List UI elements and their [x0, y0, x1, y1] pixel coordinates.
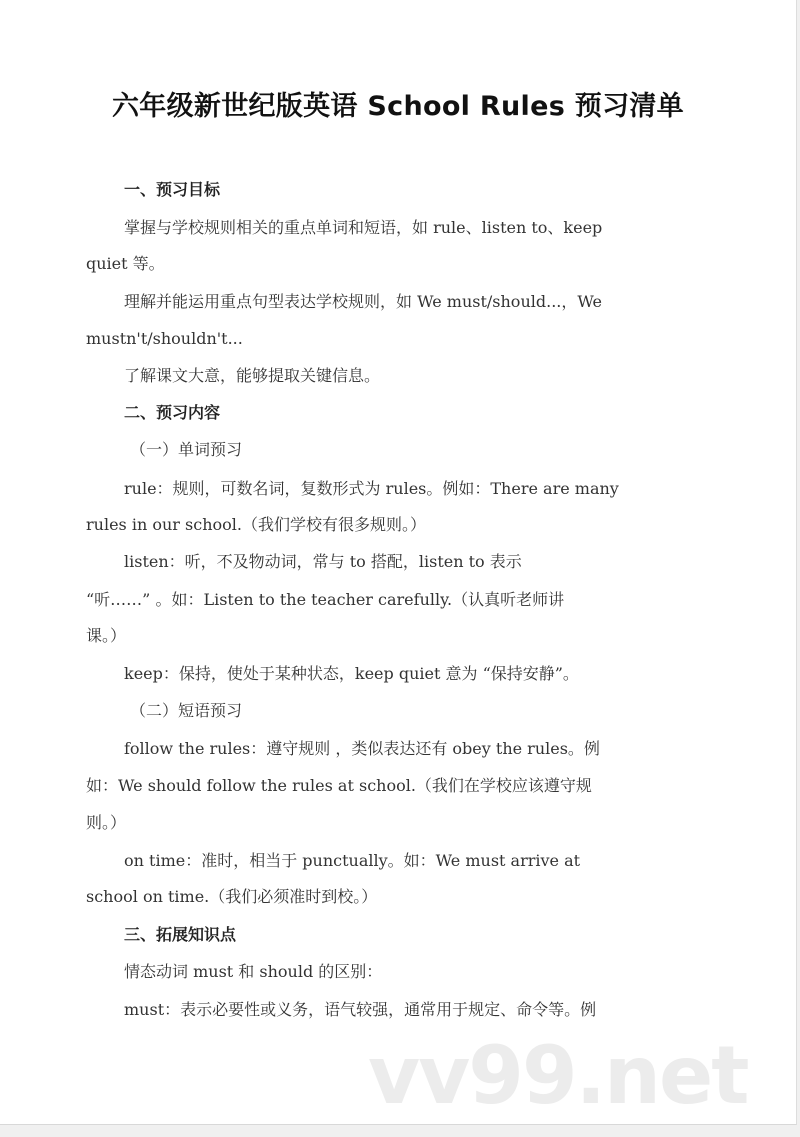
paragraph-line: 掌握与学校规则相关的重点单词和短语，如 rule、listen to、keep	[124, 218, 603, 237]
paragraph-line: 课。）	[86, 626, 127, 645]
paragraph-line: quiet 等。	[86, 254, 165, 273]
paragraph-line: rules in our school.（我们学校有很多规则。）	[86, 515, 426, 534]
paragraph-line: follow the rules：遵守规则 ，类似表达还有 obey the rules。例	[124, 739, 600, 758]
paragraph-line: school on time.（我们必须准时到校。）	[86, 887, 378, 906]
paragraph-line: 则。）	[86, 813, 127, 832]
paragraph-line: must：表示必要性或义务，语气较强，通常用于规定、命令等。例	[124, 1000, 597, 1019]
subsection-heading-phrases: （二）短语预习	[130, 701, 243, 720]
paragraph-line: 情态动词 must 和 should 的区别：	[124, 962, 383, 981]
watermark: vv99.net	[368, 1029, 748, 1122]
subsection-heading-words: （一）单词预习	[130, 440, 243, 459]
section-heading-goals: 一、预习目标	[124, 180, 221, 199]
paragraph-line: 如：We should follow the rules at school.（我们在学校应该遵守规	[86, 776, 592, 795]
paragraph-line: mustn't/shouldn't...	[86, 329, 243, 348]
paragraph-line: listen：听，不及物动词，常与 to 搭配，listen to 表示	[124, 552, 522, 571]
paragraph-line: 理解并能运用重点句型表达学校规则，如 We must/should...，We	[124, 292, 602, 311]
section-heading-extension: 三、拓展知识点	[124, 925, 237, 944]
paragraph-line: rule：规则，可数名词，复数形式为 rules。例如：There are many	[124, 479, 619, 498]
paragraph-line: 了解课文大意，能够提取关键信息。	[124, 366, 381, 385]
paragraph-line: on time：准时，相当于 punctually。如：We must arrive at	[124, 851, 581, 870]
paragraph-line: keep：保持，使处于某种状态，keep quiet 意为 “保持安静”。	[124, 664, 579, 683]
paragraph-line: “听……” 。如：Listen to the teacher carefully.（认真听老师讲	[86, 590, 565, 609]
section-heading-content: 二、预习内容	[124, 403, 221, 422]
document-title: 六年级新世纪版英语 School Rules 预习清单	[112, 91, 684, 122]
